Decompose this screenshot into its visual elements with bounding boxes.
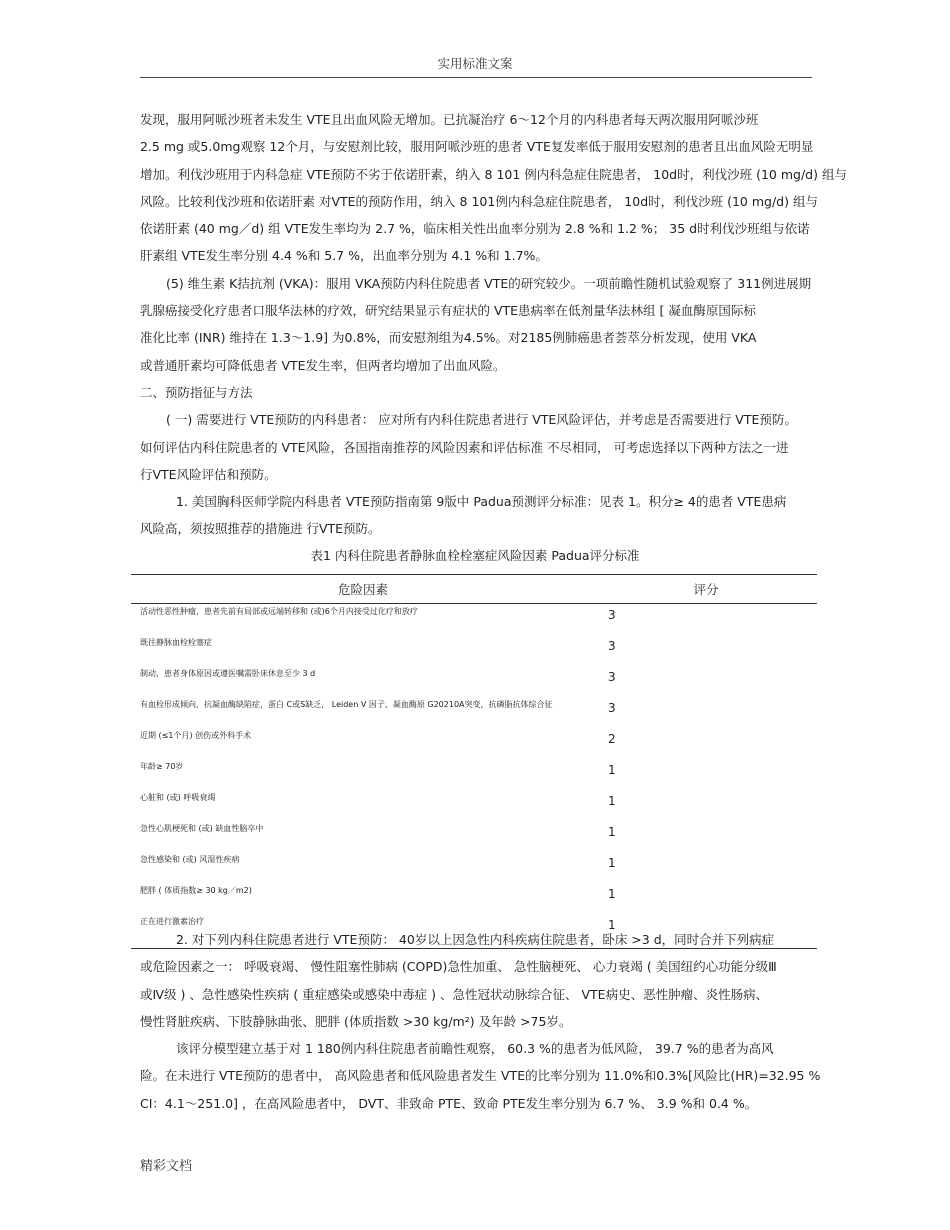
header-score: 评分 [595, 575, 817, 604]
score-cell: 1 [608, 887, 616, 901]
paragraph-line: 增加。利伐沙班用于内科急症 VTE预防不劣于依诺肝素，纳入 8 101 例内科急症住院患者， 10d时，利伐沙班 (10 mg/d) 组与 [140, 166, 847, 182]
section-heading: 二、预防指征与方法 [140, 384, 253, 400]
score-cell: 3 [608, 608, 616, 622]
paragraph-line: 或Ⅳ级 ) 、急性感染性疾病 ( 重症感染或感染中毒症 ) 、急性冠状动脉综合征、 VTE病史、恶性肿瘤、炎性肠病、 [140, 986, 769, 1002]
paragraph-line: 依诺肝素 (40 mg／d) 组 VTE发生率均为 2.7 %，临床相关性出血率分别为 2.8 %和 1.2 %； 35 d时利伐沙班组与依诺 [140, 221, 810, 237]
risk-factor-cell: 制动，患者身体原因或遵医嘱需卧床休息至少 3 d [140, 669, 316, 678]
paragraph-line: 2.5 mg 或5.0mg观察 12个月，与安慰剂比较，服用阿哌沙班的患者 VTE复发率低于服用安慰剂的患者且出血风险无明显 [140, 139, 814, 155]
table-caption: 表1 内科住院患者静脉血栓栓塞症风险因素 Padua评分标准 [310, 548, 640, 563]
paragraph-line: ( 一) 需要进行 VTE预防的内科患者： 应对所有内科住院患者进行 VTE风险评估，并考虑是否需要进行 VTE预防。 [166, 412, 797, 428]
table-row [131, 666, 817, 697]
body-text-top [140, 106, 847, 543]
body-text-bottom [140, 926, 821, 1117]
risk-factor-cell: 年龄≥ 70岁 [140, 762, 184, 771]
risk-factor-cell: 急性感染和 (或) 风湿性疾病 [140, 855, 240, 864]
score-cell: 1 [595, 914, 817, 949]
paragraph-line: 乳腺癌接受化疗患者口服华法林的疗效，研究结果显示有症状的 VTE患病率在低剂量华法林组 [ 凝血酶原国际标 [140, 303, 756, 319]
paragraph-line: 如何评估内科住院患者的 VTE风险，各国指南推荐的风险因素和评估标准 不尽相同， 可考虑选择以下两种方法之一进 [140, 439, 789, 455]
table-row [131, 635, 817, 666]
header-divider [140, 77, 812, 78]
paragraph-line: CI：4.1～251.0] ，在高风险患者中， DVT、非致命 PTE、致命 PTE发生率分别为 6.7 %、 3.9 %和 0.4 %。 [140, 1095, 758, 1111]
paragraph-line: 或危险因素之一： 呼吸衰竭、 慢性阻塞性肺病 (COPD)急性加重、 急性脑梗死、 心力衰竭 ( 美国纽约心功能分级Ⅲ [140, 959, 777, 975]
risk-factor-cell: 近期 (≤1个月) 创伤或外科手术 [140, 731, 252, 740]
table-row [131, 759, 817, 790]
risk-factor-cell: 既往静脉血栓栓塞症 [140, 638, 212, 647]
risk-factor-cell: 心脏和 (或) 呼吸衰竭 [140, 793, 216, 802]
padua-risk-table [131, 574, 817, 949]
table-row [131, 697, 817, 728]
paragraph-line: 行VTE风险评估和预防。 [140, 466, 277, 482]
paragraph-line: (5) 维生素 K拮抗剂 (VKA)：服用 VKA预防内科住院患者 VTE的研究较少。一项前瞻性随机试验观察了 311例进展期 [166, 275, 812, 291]
risk-factor-cell: 肥胖 ( 体质指数≥ 30 kg／m2) [140, 886, 252, 895]
table-row [131, 852, 817, 883]
score-cell: 1 [608, 763, 616, 777]
score-cell: 1 [608, 825, 616, 839]
paragraph-line: 发现，服用阿哌沙班者未发生 VTE且出血风险无增加。已抗凝治疗 6～12个月的内科患者每天两次服用阿哌沙班 [140, 112, 759, 127]
paragraph-line: 2. 对下列内科住院患者进行 VTE预防： 40岁以上因急性内科疾病住院患者，卧床 >3 d，同时合并下列病症 [176, 932, 775, 947]
paragraph-line: 或普通肝素均可降低患者 VTE发生率，但两者均增加了出血风险。 [140, 357, 506, 373]
table-row [131, 821, 817, 852]
header-risk-factor: 危险因素 [131, 575, 595, 604]
score-cell: 3 [608, 701, 616, 715]
paragraph-line: 风险。比较利伐沙班和依诺肝素 对VTE的预防作用，纳入 8 101例内科急症住院患者， 10d时，利伐沙班 (10 mg/d) 组与 [140, 193, 818, 209]
paragraph-line: 该评分模型建立基于对 1 180例内科住院患者前瞻性观察， 60.3 %的患者为低风险， 39.7 %的患者为高风 [176, 1041, 774, 1057]
paragraph-line: 险。在未进行 VTE预防的患者中， 高风险患者和低风险患者发生 VTE的比率分别为 11.0%和0.3%[风险比(HR)=32.95 % [140, 1068, 821, 1084]
paragraph-line: 慢性肾脏疾病、下肢静脉曲张、肥胖 (体质指数 >30 kg/m²) 及年龄 >75岁。 [140, 1013, 572, 1029]
table-row [131, 883, 817, 914]
page-footer: 精彩文档 [140, 1159, 193, 1174]
table-row [131, 790, 817, 821]
page-header-title: 实用标准文案 [437, 56, 513, 71]
table-header-row [131, 575, 817, 604]
risk-factor-cell: 急性心肌梗死和 (或) 缺血性脑卒中 [140, 824, 264, 833]
score-cell: 3 [608, 670, 616, 684]
paragraph-line: 风险高，须按照推荐的措施进 行VTE预防。 [140, 521, 381, 537]
paragraph-line: 肝素组 VTE发生率分别 4.4 %和 5.7 %，出血率分别为 4.1 %和 1.7%。 [140, 248, 548, 264]
risk-factor-cell: 活动性恶性肿瘤，患者先前有局部或远端转移和 (或)6个月内接受过化疗和放疗 [140, 607, 418, 616]
table-row [131, 604, 817, 636]
risk-factor-cell: 有血栓形成倾向，抗凝血酶缺陷症，蛋白 C或S缺乏， Leiden V 因子、凝血酶原 G20210A突变，抗磷脂抗体综合征 [140, 700, 553, 709]
score-cell: 3 [608, 639, 616, 653]
score-cell: 2 [608, 732, 616, 746]
score-cell: 1 [608, 794, 616, 808]
risk-factor-cell: 正在进行激素治疗 [131, 914, 595, 949]
table-row [131, 728, 817, 759]
paragraph-line: 准化比率 (INR) 维持在 1.3～1.9] 为0.8%，而安慰剂组为4.5%。对2185例肺癌患者荟萃分析发现，使用 VKA [140, 330, 757, 346]
paragraph-line: 1. 美国胸科医师学院内科患者 VTE预防指南第 9版中 Padua预测评分标准：见表 1。积分≥ 4的患者 VTE患病 [176, 494, 787, 510]
score-cell: 1 [608, 856, 616, 870]
